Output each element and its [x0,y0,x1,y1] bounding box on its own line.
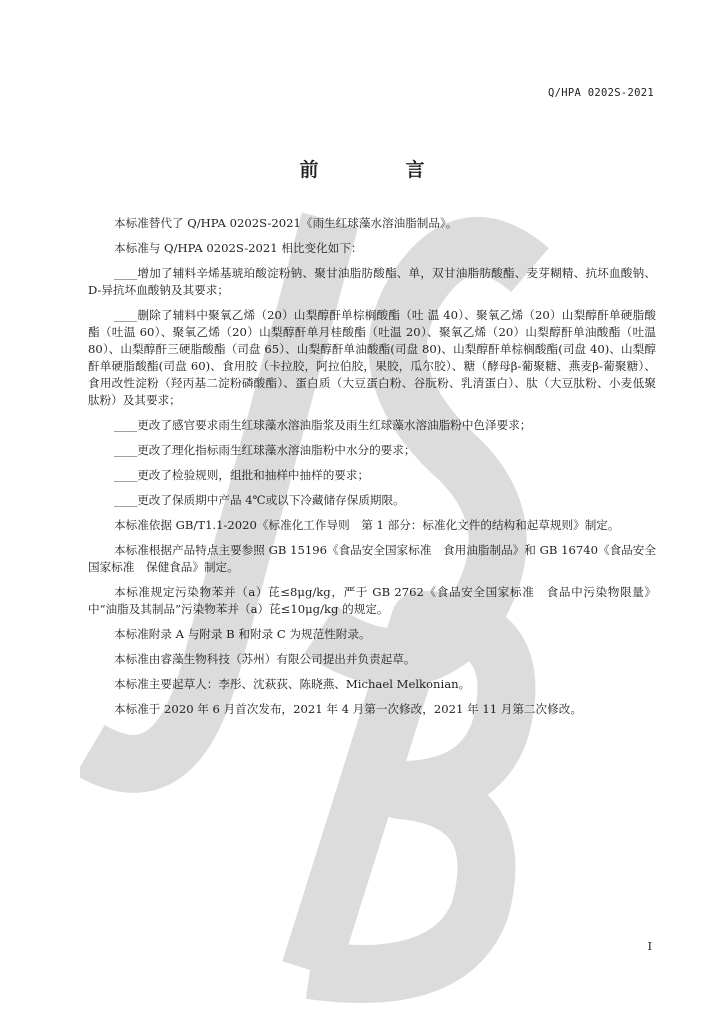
paragraph: 本标准由睿藻生物科技（苏州）有限公司提出并负责起草。 [114,652,416,666]
page-number: I [647,940,652,953]
paragraph: 本标准主要起草人：李彤、沈萩荻、陈晓燕、Michael Melkonian。 [114,677,471,691]
paragraph: 本标准替代了 Q/HPA 0202S-2021《雨生红球藻水溶油脂制品》。 [114,216,458,230]
change-item: ____更改了保质期中产品 4℃或以下冷藏储存保质期限。 [114,493,405,507]
document-code: Q/HPA 0202S-2021 [548,87,654,99]
document-body [88,215,656,726]
paragraph: 本标准根据产品特点主要参照 GB 15196《食品安全国家标准 食用油脂制品》和 GB 16740《食品安全国家标准 保健食品》制定。 [88,543,656,574]
paragraph: 本标准规定污染物苯并（a）芘≤8μg/kg，严于 GB 2762《食品安全国家标准 食品中污染物限量》中“油脂及其制品”污染物苯并（a）芘≤10μg/kg 的规定。 [88,585,656,616]
page-title: 前 言 [299,159,459,181]
paragraph: 本标准附录 A 与附录 B 和附录 C 为规范性附录。 [114,627,371,641]
paragraph: 本标准依据 GB/T1.1-2020《标准化工作导则 第 1 部分：标准化文件的结构和起草规则》制定。 [114,518,620,532]
paragraph: 本标准与 Q/HPA 0202S-2021 相比变化如下： [114,241,363,255]
change-item: ____更改了理化指标雨生红球藻水溶油脂粉中水分的要求； [114,443,416,457]
change-item: ____增加了辅料辛烯基琥珀酸淀粉钠、聚甘油脂肪酸酯、单，双甘油脂肪酸酯、麦芽糊精、抗坏血酸钠、D-异抗坏血酸钠及其要求； [88,266,656,297]
change-item: ____更改了检验规则，组批和抽样中抽样的要求； [114,468,370,482]
paragraph: 本标准于 2020 年 6 月首次发布，2021 年 4 月第一次修改，2021 年 11 月第二次修改。 [114,702,582,716]
change-item: ____删除了辅料中聚氧乙烯（20）山梨醇酐单棕榈酸酯（吐 温 40）、聚氧乙烯（20）山梨醇酐单硬脂酸酯（吐温 60）、聚氧乙烯（20）山梨醇酐单月桂酸酯（吐温 20）、聚氧乙烯（20）山梨醇酐单油酸酯（吐温 80）、山梨醇酐三硬脂酸酯（司盘 65）、山梨醇酐单油酸酯(司盘 80)、山梨醇酐单棕榈酸酯(司盘 40)、山梨醇酐单硬脂酸酯(司盘 60)、食用胶（卡拉胶，阿拉伯胶，果胶，瓜尔胶）、糖（酵母β-葡聚糖、燕麦β-葡聚糖）、食用改性淀粉（羟丙基二淀粉磷酸酯）、蛋白质（大豆蛋白粉、谷朊粉、乳清蛋白）、肽（大豆肽粉、小麦低聚肽粉）及其要求； [88,308,656,407]
change-item: ____更改了感官要求雨生红球藻水溶油脂浆及雨生红球藻水溶油脂粉中色泽要求； [114,418,532,432]
